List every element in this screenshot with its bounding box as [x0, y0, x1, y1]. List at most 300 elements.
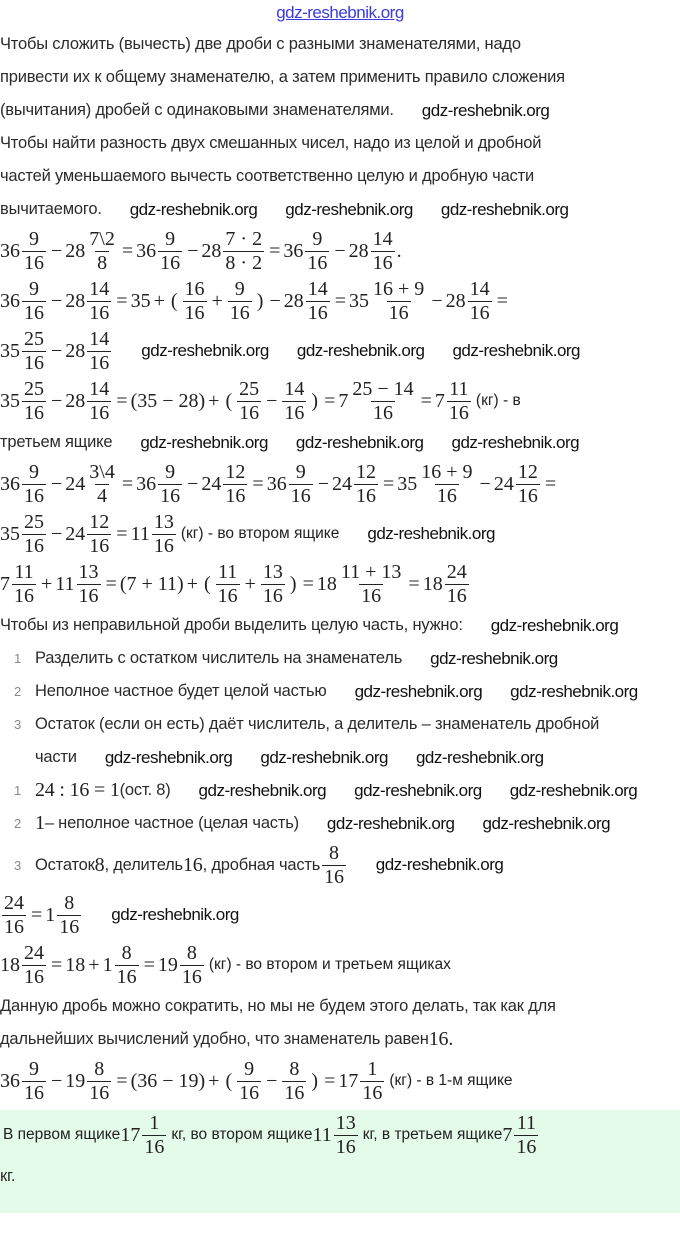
fraction — [354, 462, 378, 507]
math-number: 24 — [493, 472, 514, 495]
fraction — [305, 229, 329, 274]
fraction-numerator: 7\2 — [89, 227, 115, 250]
fraction — [22, 379, 46, 424]
math-operator: − — [334, 239, 346, 262]
math-operator: − — [51, 289, 63, 312]
fraction — [261, 562, 285, 607]
math-operator: − — [51, 389, 63, 412]
math-operator: = — [105, 572, 117, 595]
watermark: gdz-reshebnik.org — [415, 747, 544, 767]
fraction-denominator: 16 — [324, 865, 344, 888]
step-item — [0, 840, 680, 890]
math-text: (кг) - в 1-м ящике — [389, 1072, 513, 1089]
intro-text: вычитаемого. — [0, 200, 102, 218]
fraction-numerator: 13 — [78, 560, 99, 583]
step-text: (ост. 8) — [119, 781, 171, 799]
fraction-numerator: 8 — [94, 1057, 105, 1080]
fraction — [180, 943, 204, 988]
fraction-denominator: 16 — [89, 1081, 110, 1104]
equation-3 — [0, 326, 680, 376]
fraction-numerator: 12 — [355, 460, 376, 483]
fraction — [282, 379, 306, 424]
fraction — [22, 512, 46, 557]
fraction-numerator: 1 — [149, 1111, 160, 1134]
fraction-denominator: 16 — [160, 484, 181, 507]
fraction — [22, 1059, 46, 1104]
fraction — [158, 462, 182, 507]
fraction-numerator: 24 — [446, 560, 467, 583]
math-number: 1 — [45, 903, 56, 926]
math-number: 35 — [0, 339, 20, 362]
fraction-numerator: 8 — [121, 941, 132, 964]
math-operator: ) — [311, 1069, 319, 1092]
rule-item — [0, 642, 680, 675]
fraction-numerator: 24 — [4, 891, 24, 914]
watermark: gdz-reshebnik.org — [430, 648, 558, 668]
fraction-numerator: 9 — [312, 227, 323, 250]
math-operator: = — [324, 389, 336, 412]
math-number: 36 — [266, 472, 287, 495]
math-number: (7 + 11) — [119, 572, 184, 595]
fraction-denominator: 16 — [239, 401, 260, 424]
math-operator: + — [153, 289, 165, 312]
intro-line — [0, 61, 680, 94]
math-text: (кг) - во втором и третьем ящиках — [208, 956, 451, 973]
math-number: 7 — [434, 389, 445, 412]
math-number: 11 — [312, 1123, 332, 1146]
fraction-denominator: 16 — [372, 251, 393, 274]
watermark: gdz-reshebnik.org — [129, 199, 258, 219]
fraction — [322, 843, 346, 888]
intro-line — [0, 160, 680, 193]
fraction-numerator: 9 — [29, 227, 39, 250]
fraction-denominator: 8 — [97, 251, 108, 274]
rule-text: Неполное частное будет целой частью — [35, 682, 327, 700]
fraction-numerator: 13 — [262, 560, 283, 583]
fraction-denominator: 16 — [284, 1081, 305, 1104]
watermark: gdz-reshebnik.org — [141, 341, 269, 360]
fraction — [87, 462, 117, 507]
math-operator: − — [51, 339, 63, 362]
equation-7 — [0, 559, 680, 609]
math-number: 36 — [0, 289, 20, 312]
equation-6 — [0, 509, 680, 559]
math-operator: − — [51, 472, 63, 495]
fraction-denominator: 16 — [388, 301, 409, 324]
watermark: gdz-reshebnik.org — [452, 341, 581, 360]
math-number: 7 — [338, 389, 349, 412]
equation-8-math — [0, 893, 83, 938]
math-number: 35 — [349, 289, 370, 312]
fraction-denominator: 16 — [290, 484, 311, 507]
fraction-numerator: 14 — [284, 377, 305, 400]
math-number: 28 — [445, 289, 466, 312]
fraction-denominator: 16 — [284, 401, 305, 424]
fraction-denominator: 16 — [24, 534, 44, 557]
fraction-numerator: 14 — [469, 277, 490, 300]
math-operator: − — [266, 389, 278, 412]
math-operator: − — [269, 289, 281, 312]
math-operator: = — [121, 472, 134, 495]
math-operator: ( — [225, 1069, 233, 1092]
fraction — [339, 562, 404, 607]
watermark: gdz-reshebnik.org — [354, 681, 483, 701]
fraction — [22, 279, 46, 324]
fraction-numerator: 16 + 9 — [421, 460, 473, 483]
equation-3-math — [0, 329, 113, 374]
fraction — [87, 279, 111, 324]
math-operator: + — [88, 953, 100, 976]
math-operator: ) — [256, 289, 264, 312]
math-number: 18 — [422, 572, 443, 595]
continuation-text: третьем ящике — [0, 433, 113, 451]
fraction — [158, 229, 182, 274]
math-operator: + — [208, 1069, 220, 1092]
intro-text: Чтобы сложить (вычесть) две дроби с разными знаменателями, надо — [0, 35, 521, 53]
math-operator: − — [51, 522, 63, 545]
fraction-denominator: 16 — [517, 484, 538, 507]
math-operator: = — [252, 472, 264, 495]
math-operator: − — [266, 1069, 278, 1092]
fraction-denominator: 16 — [89, 534, 110, 557]
watermark: gdz-reshebnik.org — [375, 855, 504, 874]
equation-4-continuation — [0, 426, 680, 459]
math-text: (кг) - в — [475, 392, 521, 409]
fraction-denominator: 16 — [24, 251, 44, 274]
watermark: gdz-reshebnik.org — [326, 813, 455, 833]
fraction-numerator: 12 — [517, 460, 538, 483]
math-operator: = — [324, 1069, 336, 1092]
watermark: gdz-reshebnik.org — [296, 341, 425, 360]
fraction-numerator: 14 — [89, 327, 110, 350]
step-text: Остаток — [35, 855, 95, 874]
step-item — [0, 774, 680, 807]
fraction-numerator: 24 — [24, 941, 44, 964]
fraction — [237, 1059, 261, 1104]
rule-continuation-text: части — [35, 748, 77, 766]
fraction-denominator: 16 — [373, 401, 393, 424]
fraction — [371, 279, 426, 324]
note-line — [0, 1023, 680, 1056]
math-operator: = — [420, 389, 432, 412]
fraction-numerator: 9 — [165, 460, 176, 483]
fraction-denominator: 16 — [24, 484, 44, 507]
math-number: 28 — [348, 239, 369, 262]
math-number: 28 — [65, 389, 86, 412]
watermark: gdz-reshebnik.org — [111, 905, 239, 924]
fraction — [87, 379, 111, 424]
math-text: кг, в третьем ящике — [362, 1126, 503, 1143]
step-number: 2 — [13, 816, 22, 831]
fraction-numerator: 3\4 — [89, 460, 115, 483]
math-number: 17 — [338, 1069, 359, 1092]
watermark: gdz-reshebnik.org — [451, 432, 580, 452]
fraction-denominator: 16 — [335, 1135, 356, 1158]
fraction-denominator: 16 — [24, 1081, 44, 1104]
rule-intro — [0, 609, 680, 642]
watermark: gdz-reshebnik.org — [104, 747, 233, 767]
fraction-denominator: 16 — [184, 301, 205, 324]
fraction-denominator: 16 — [89, 401, 110, 424]
math-number: 35 — [0, 389, 20, 412]
math-number: 18 — [65, 953, 86, 976]
fraction-numerator: 16 + 9 — [373, 277, 425, 300]
math-number: 11 — [55, 572, 75, 595]
math-number: 7 — [502, 1123, 513, 1146]
fraction — [514, 1113, 538, 1158]
fraction-numerator: 13 — [153, 510, 174, 533]
math-number: 28 — [65, 289, 86, 312]
fraction-numerator: 9 — [234, 277, 245, 300]
math-number: 1 — [35, 812, 45, 834]
intro-line — [0, 28, 680, 61]
fraction-numerator: 25 − 14 — [352, 377, 414, 400]
fraction-denominator: 16 — [153, 534, 174, 557]
fraction — [77, 562, 101, 607]
step-item — [0, 807, 680, 840]
watermark: gdz-reshebnik.org — [198, 780, 327, 800]
equation-9 — [0, 940, 680, 990]
fraction-numerator: 8 — [64, 891, 75, 914]
equation-6-math — [0, 512, 339, 557]
math-text: кг, во втором ящике — [171, 1126, 313, 1143]
math-operator: ( — [225, 389, 233, 412]
fraction — [115, 943, 139, 988]
watermark: gdz-reshebnik.org — [482, 813, 611, 833]
fraction — [334, 1113, 358, 1158]
step-text: , дробная часть — [202, 855, 321, 874]
math-number: (35 − 28) — [130, 389, 206, 412]
intro-line — [0, 94, 680, 127]
fraction-denominator: 16 — [262, 584, 283, 607]
fraction-numerator: 14 — [89, 277, 110, 300]
math-number: 24 : 16 = 1 — [35, 779, 120, 801]
fraction — [142, 1113, 166, 1158]
fraction-denominator: 16 — [446, 584, 467, 607]
fraction-numerator: 9 — [165, 227, 176, 250]
intro-line — [0, 127, 680, 160]
math-operator: − — [51, 1069, 63, 1092]
math-number: 28 — [201, 239, 222, 262]
math-number: (36 − 19) — [130, 1069, 206, 1092]
fraction-denominator: 16 — [24, 401, 44, 424]
fraction-numerator: 25 — [24, 327, 44, 350]
fraction-denominator: 16 — [448, 401, 469, 424]
math-operator: − — [51, 239, 63, 262]
fraction-denominator: 16 — [144, 1135, 165, 1158]
math-operator: = — [116, 389, 128, 412]
fraction — [350, 379, 415, 424]
fraction-denominator: 16 — [225, 484, 246, 507]
step-text: – неполное частное (целая часть) — [44, 814, 299, 832]
math-number: 19 — [65, 1069, 86, 1092]
note-text: дальнейших вычислений удобно, что знаменатель равен — [0, 1030, 429, 1048]
fraction-numerator: 14 — [89, 377, 110, 400]
math-number: 36 — [136, 239, 157, 262]
step-fraction — [320, 843, 348, 888]
fraction — [306, 279, 330, 324]
fraction — [216, 562, 240, 607]
note-number — [429, 1028, 453, 1051]
fraction-numerator: 11 — [218, 560, 238, 583]
fraction-denominator: 16 — [239, 1081, 260, 1104]
fraction-numerator: 7 · 2 — [225, 227, 263, 250]
fraction-numerator: 9 — [295, 460, 306, 483]
note-line — [0, 990, 680, 1023]
watermark: gdz-reshebnik.org — [140, 432, 268, 452]
math-operator: = — [269, 239, 281, 262]
fraction — [447, 379, 471, 424]
fraction-denominator: 16 — [89, 301, 110, 324]
intro-text: (вычитания) дробей с одинаковыми знаменателями. — [0, 101, 394, 119]
answer-box — [0, 1110, 680, 1213]
fraction-denominator: 16 — [24, 351, 44, 374]
math-number: 7 — [0, 572, 10, 595]
fraction — [228, 279, 252, 324]
fraction-denominator: 16 — [4, 915, 24, 938]
rule-text: Разделить с остатком числитель на знаменатель — [35, 649, 403, 667]
math-operator: = — [496, 289, 508, 312]
fraction — [87, 512, 111, 557]
fraction-denominator: 16 — [116, 965, 137, 988]
fraction-numerator: 12 — [89, 510, 110, 533]
equation-4 — [0, 376, 680, 426]
math-number: 11 — [130, 522, 150, 545]
math-operator: + — [244, 572, 256, 595]
math-number: . — [396, 239, 402, 262]
fraction-numerator: 11 — [449, 377, 469, 400]
math-operator: = — [143, 953, 155, 976]
math-number: 24 — [65, 522, 86, 545]
math-number: 36 — [136, 472, 157, 495]
equation-8 — [0, 890, 680, 940]
rule-number: 3 — [13, 717, 22, 732]
fraction — [371, 229, 395, 274]
math-operator: = — [116, 1069, 128, 1092]
fraction — [87, 229, 117, 274]
fraction — [57, 893, 81, 938]
math-number: 36 — [0, 472, 20, 495]
math-number: 1 — [102, 953, 113, 976]
math-number: 16 — [182, 853, 203, 876]
watermark-link[interactable]: gdz-reshebnik.org — [276, 3, 404, 22]
fraction — [22, 943, 46, 988]
fraction — [289, 462, 313, 507]
fraction-numerator: 9 — [29, 1057, 39, 1080]
fraction-denominator: 16 — [436, 484, 457, 507]
math-operator: ) — [311, 389, 319, 412]
math-operator: = — [116, 522, 128, 545]
fraction-denominator: 16 — [181, 965, 202, 988]
math-operator: + — [208, 389, 220, 412]
fraction-denominator: 16 — [89, 351, 110, 374]
fraction-numerator: 25 — [239, 377, 260, 400]
fraction — [2, 893, 26, 938]
fraction-numerator: 1 — [367, 1057, 378, 1080]
watermark: gdz-reshebnik.org — [295, 432, 424, 452]
fraction-denominator: 4 — [97, 484, 108, 507]
math-number: 36 — [0, 1069, 20, 1092]
equation-10 — [0, 1056, 680, 1106]
fraction-numerator: 13 — [335, 1111, 356, 1134]
watermark: gdz-reshebnik.org — [510, 681, 638, 701]
fraction-numerator: 8 — [329, 841, 339, 864]
watermark: gdz-reshebnik.org — [354, 780, 482, 800]
math-operator: − — [187, 472, 199, 495]
rule-item — [0, 708, 680, 741]
step-math — [35, 812, 45, 835]
math-operator: − — [317, 472, 329, 495]
fraction-numerator: 11 — [516, 1111, 537, 1134]
math-operator: = — [51, 953, 63, 976]
math-number: 18 — [0, 953, 20, 976]
math-operator: + — [186, 572, 198, 595]
step-math — [35, 779, 120, 802]
math-number: 24 — [201, 472, 222, 495]
fraction-denominator: 16 — [14, 584, 34, 607]
fraction — [516, 462, 540, 507]
math-number: 28 — [283, 289, 304, 312]
fraction — [12, 562, 36, 607]
fraction-numerator: 11 — [14, 560, 34, 583]
fraction-numerator: 8 — [289, 1057, 300, 1080]
intro-text: Чтобы найти разность двух смешанных чисел, надо из целой и дробной — [0, 134, 542, 152]
answer-line — [0, 1110, 680, 1160]
fraction-numerator: 9 — [244, 1057, 255, 1080]
math-operator: ) — [289, 572, 297, 595]
rule-intro-text: Чтобы из неправильной дроби выделить целую часть, нужно: — [0, 616, 463, 634]
math-number: 16. — [428, 1028, 454, 1050]
step-number: 1 — [13, 783, 22, 798]
equation-1 — [0, 226, 680, 276]
math-operator: = — [121, 239, 134, 262]
fraction-denominator: 16 — [24, 965, 44, 988]
fraction-denominator: 16 — [307, 301, 328, 324]
math-number: 35 — [397, 472, 418, 495]
math-operator: = — [408, 572, 420, 595]
note-text: Данную дробь можно сократить, но мы не будем этого делать, так как для — [0, 997, 556, 1015]
math-number: 19 — [157, 953, 178, 976]
fraction-numerator: 12 — [225, 460, 246, 483]
fraction — [237, 379, 261, 424]
fraction-denominator: 16 — [24, 301, 44, 324]
rule-number: 2 — [13, 684, 22, 699]
watermark: gdz-reshebnik.org — [509, 780, 638, 800]
fraction-numerator: 8 — [186, 941, 197, 964]
watermark: gdz-reshebnik.org — [367, 524, 495, 543]
fraction-denominator: 16 — [59, 915, 80, 938]
fraction-numerator: 25 — [24, 510, 44, 533]
math-operator: ( — [203, 572, 211, 595]
math-operator: − — [431, 289, 443, 312]
fraction-denominator: 16 — [355, 484, 376, 507]
math-operator: − — [187, 239, 199, 262]
fraction-numerator: 25 — [24, 377, 44, 400]
fraction — [223, 229, 264, 274]
math-number: 24 — [331, 472, 352, 495]
step-math — [95, 854, 105, 877]
fraction-denominator: 8 · 2 — [225, 251, 263, 274]
step-number: 3 — [13, 857, 22, 873]
rule-text-continuation — [0, 741, 680, 774]
fraction-denominator: 16 — [78, 584, 99, 607]
fraction-numerator: 16 — [184, 277, 205, 300]
math-number: 36 — [0, 239, 20, 262]
watermark: gdz-reshebnik.org — [421, 100, 550, 120]
watermark: gdz-reshebnik.org — [260, 747, 388, 767]
math-text: В первом ящике — [3, 1126, 121, 1143]
fraction-denominator: 16 — [307, 251, 328, 274]
